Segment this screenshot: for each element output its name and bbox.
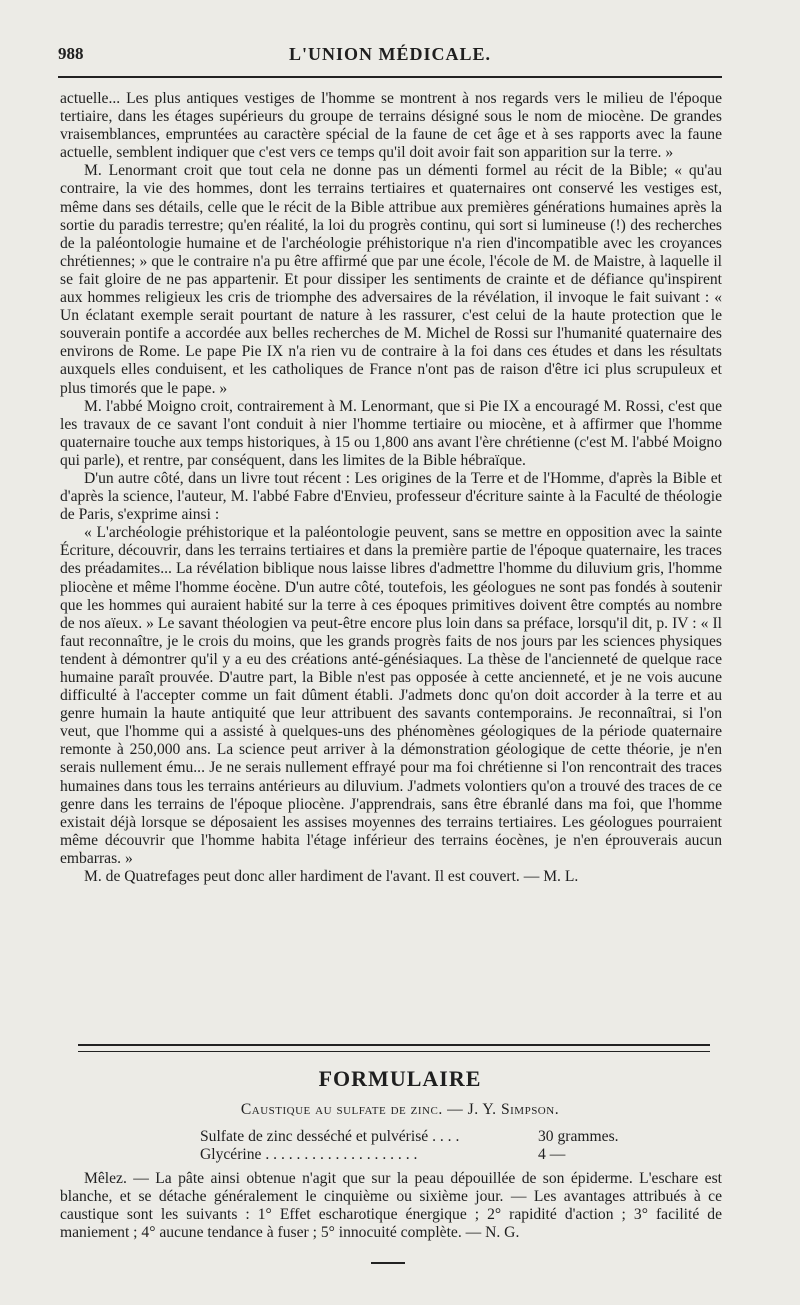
journal-title: L'UNION MÉDICALE. bbox=[288, 44, 492, 64]
paragraph-4: D'un autre côté, dans un livre tout récent : Les origines de la Terre et de l'Homme, d'après la Bible et d'après la science, l'auteur, M. l'abbé Fabre d'Envieu, professeur d'écriture sainte à la Faculté de théologie de Paris, s'exprime ainsi : bbox=[60, 469, 722, 524]
header-rule bbox=[58, 76, 722, 78]
article-body bbox=[60, 90, 722, 886]
recipe-author: J. Y. Simpson. bbox=[467, 1101, 560, 1118]
formulaire-subtitle bbox=[0, 1101, 800, 1119]
running-header bbox=[58, 44, 722, 70]
paragraph-2: M. Lenormant croit que tout cela ne donne pas un démenti formel au récit de la Bible; « qu'au contraire, la vie des hommes, dont les terrains tertiaires et quaternaires ont conservé les vestiges est, même dans ses détails, celle que le récit de la Bible attribue aux premières générations humaines après la sortie du paradis terrestre; qu'en réalité, la loi du progrès continu, qui sort si lumineuse (!) des recherches de la paléontologie humaine et de l'archéologie préhistorique n'a rien d'incompatible avec les croyances chrétiennes; » que le contraire n'a pu être affirmé que par une école, l'école de M. de Maistre, à laquelle il se fait gloire de ne pas appartenir. Et pour dissiper les sentiments de crainte et de défiance qu'inspirent aux hommes religieux les cris de triomphe des adversaires de la révélation, il invoque le fait suivant : « Un éclatant exemple serait pourtant de nature à les rassurer, c'est celui de la haute protection que le souverain pontife a accordée aux belles recherches de M. Michel de Rossi sur l'humanité quaternaire des environs de Rome. Le pape Pie IX n'a rien vu de contraire à la foi dans ces études et dans les résultats auxquels elles conduisent, et les catholiques de France n'ont pas de raison d'être ici plus scrupuleux et plus timorés que le pape. » bbox=[60, 162, 722, 397]
ingredient-row bbox=[200, 1128, 640, 1146]
page-number: 988 bbox=[58, 44, 84, 63]
end-rule bbox=[371, 1262, 405, 1264]
ingredient-name: Sulfate de zinc desséché et pulvérisé . . . . bbox=[200, 1128, 460, 1145]
formulaire-note bbox=[60, 1170, 722, 1242]
paragraph-3: M. l'abbé Moigno croit, contrairement à M. Lenormant, que si Pie IX a encouragé M. Rossi, c'est que les travaux de ce savant l'ont conduit à nier l'homme tertiaire ou miocène, et à affirmer que l'homme quaternaire touche aux temps historiques, à 15 ou 1,800 ans avant l'ère chrétienne (c'est M. l'abbé Moigno qui parle), et rentre, par conséquent, dans les limites de la Bible hébraïque. bbox=[60, 397, 722, 469]
ingredient-quantity: 30 grammes. bbox=[538, 1128, 619, 1145]
closing-signature: M. de Quatrefages peut donc aller hardiment de l'avant. Il est couvert. — M. L. bbox=[84, 868, 579, 886]
paragraph-1: actuelle... Les plus antiques vestiges de l'homme se montrent à nos regards vers le milieu de l'époque tertiaire, dans les étages supérieurs du groupe de terrains désigné sous le nom de miocène. De grandes vraisemblances, empruntées au caractère spécial de la faune de cet âge et à ses rapports avec la faune actuelle, semblent indiquer que c'est vers ce temps qu'il doit avoir fait son apparition sur la terre. » bbox=[60, 90, 722, 162]
section-divider bbox=[78, 1044, 710, 1052]
ingredient-row bbox=[200, 1146, 640, 1164]
quotation-paragraph: « L'archéologie préhistorique et la paléontologie peuvent, sans se mettre en opposition avec la sainte Écriture, découvrir, dans les terrains tertiaires et dans la première partie de l'époque quaternaire, les traces des préadamites... La révélation biblique nous laisse libres d'admettre l'homme du diluvium gris, l'homme pliocène et même l'homme éocène. D'un autre côté, toutefois, les géologues ne sont pas fondés à soutenir que les hommes qui auraient habité sur la terre à ces époques primitives doivent être comptés au nombre de nos aïeux. » Le savant théologien va peut-être encore plus loin dans sa préface, lorsqu'il dit, p. IV : « Il faut reconnaître, je le crois du moins, que les grands progrès faits de nos jours par les sciences physiques tendent à démontrer qu'il y a eu des créations anté-génésiaques. La thèse de l'ancienneté de quelque race humaine paraît prouvée. D'autre part, la Bible n'est pas opposée à cette ancienneté, et je ne vois aucune difficulté à l'accepter comme un fait dûment établi. J'admets donc qu'on doit accorder à la terre et au genre humain la haute antiquité que leur attribuent des savants contemporains. Je reconnaîtrai, si l'on veut, que l'homme qui a assisté à quelques-uns des phénomènes géologiques de la période quaternaire remonte à 250,000 ans. La science peut arriver à la démonstration géologique de cette théorie, je n'en serais nullement ému... Je ne serais nullement effrayé pour ma foi chrétienne si l'on rencontrait des traces humaines dans tous les terrains antérieurs au diluvium. J'admets volontiers qu'on a trouvé des traces de ce genre dans les terrains de l'époque pliocène. J'apprendrais, sans être ébranlé dans ma foi, que l'homme existait déjà lorsque se déposaient les assises moyennes des terrains tertiaires. Les géologues pourraient même découvrir que l'homme habita l'étage inférieur des terrains éocènes, je n'en éprouverais aucun embarras. » bbox=[60, 524, 722, 867]
ingredient-name: Glycérine . . . . . . . . . . . . . . . . . . . . bbox=[200, 1146, 418, 1163]
preparation-note: Mêlez. — La pâte ainsi obtenue n'agit que sur la peau dépouillée de son épiderme. L'eschare est blanche, et se détache généralement le cinquième ou sixième jour. — Les avantages attribués à ce caustique sont les suivants : 1° Effet escharotique énergique ; 2° rapidité d'action ; 3° facilité de maniement ; 4° aucune tendance à fuser ; 5° innocuité complète. — N. G. bbox=[60, 1170, 722, 1242]
ingredient-quantity: 4 — bbox=[538, 1146, 566, 1163]
recipe-title: Caustique au sulfate de zinc. bbox=[240, 1101, 443, 1118]
formulaire-heading: FORMULAIRE bbox=[318, 1066, 482, 1091]
subtitle-separator: — bbox=[442, 1101, 468, 1118]
